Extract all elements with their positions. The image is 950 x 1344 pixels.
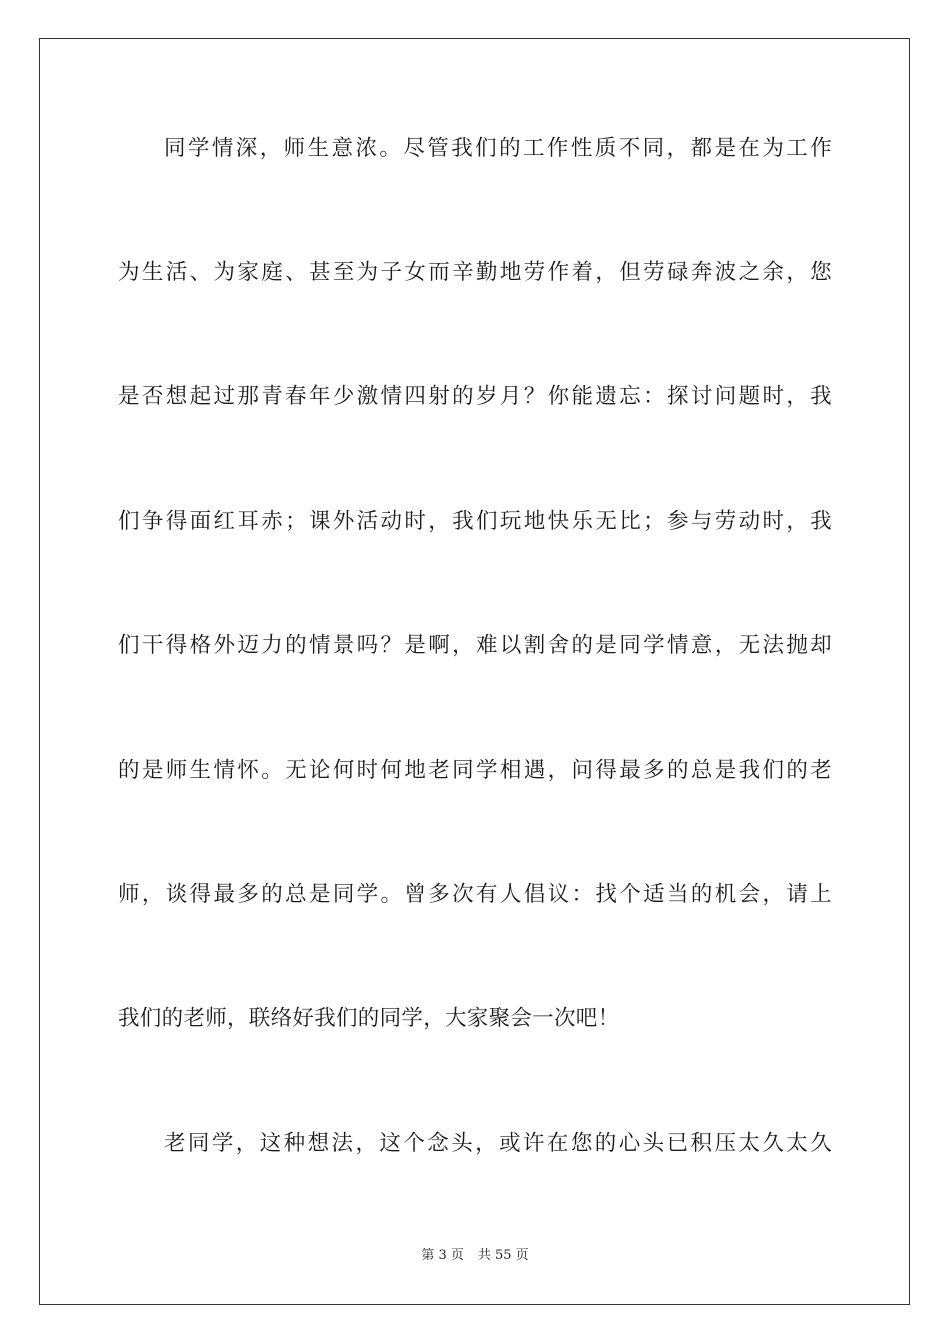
paragraph-line: 同学情深，师生意浓。尽管我们的工作性质不同，都是在为工作 xyxy=(164,136,832,161)
paragraph-line: 的是师生情怀。无论何时何地老同学相遇，问得最多的总是我们的老 xyxy=(118,758,832,783)
paragraph-line: 们干得格外迈力的情景吗？是啊，难以割舍的是同学情意，无法抛却 xyxy=(118,633,832,658)
page-number: 第 3 页 xyxy=(421,1248,464,1263)
paragraph-line: 师，谈得最多的总是同学。曾多次有人倡议：找个适当的机会，请上 xyxy=(118,882,832,907)
page-border xyxy=(39,38,910,1305)
page-footer xyxy=(0,1247,950,1265)
paragraph-line: 为生活、为家庭、甚至为子女而辛勤地劳作着，但劳碌奔波之余，您 xyxy=(118,260,832,285)
page-total: 共 55 页 xyxy=(477,1248,529,1263)
paragraph-line: 是否想起过那青春年少激情四射的岁月？你能遗忘：探讨问题时，我 xyxy=(118,384,832,409)
paragraph-line: 们争得面红耳赤；课外活动时，我们玩地快乐无比；参与劳动时，我 xyxy=(118,509,832,534)
paragraph-line: 我们的老师，联络好我们的同学，大家聚会一次吧！ xyxy=(118,1006,620,1031)
paragraph-line: 老同学，这种想法，这个念头，或许在您的心头已积压太久太久 xyxy=(164,1131,832,1156)
